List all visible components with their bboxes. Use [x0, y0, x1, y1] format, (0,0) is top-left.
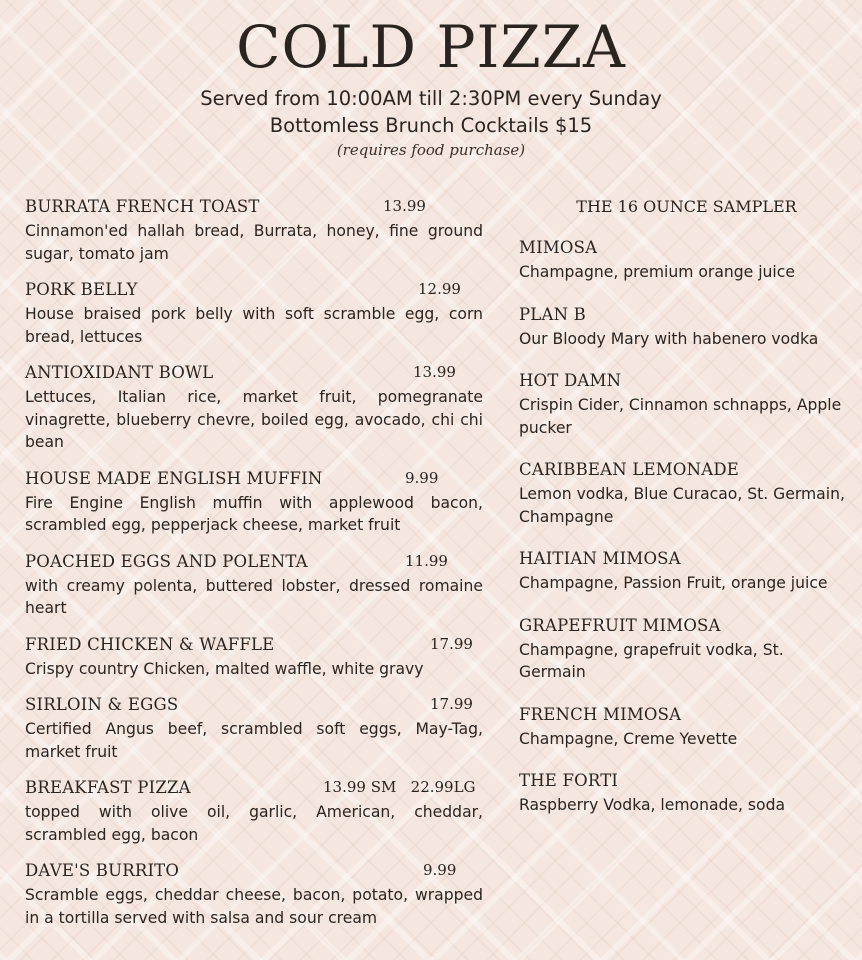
item-name: PORK BELLY: [25, 280, 138, 299]
drink-item: [519, 616, 854, 684]
drink-description: Champagne, grapefruit vodka, St. Germain: [519, 640, 784, 681]
drink-item: [519, 771, 854, 817]
drink-item: [519, 549, 854, 595]
item-name: SIRLOIN & EGGS: [25, 695, 179, 714]
menu-item: [25, 778, 483, 846]
drink-name: PLAN B: [519, 304, 586, 324]
drink-description: Raspberry Vodka, lemonade, soda: [519, 796, 786, 814]
menu-item: [25, 695, 483, 763]
item-name: HOUSE MADE ENGLISH MUFFIN: [25, 468, 323, 488]
drink-item: [519, 371, 854, 439]
item-price: 9.99: [405, 468, 439, 487]
item-name: FRIED CHICKEN & WAFFLE: [25, 634, 275, 654]
item-name: DAVE'S BURRITO: [25, 861, 180, 880]
item-description: with creamy polenta, buttered lobster, dressed romaine heart: [25, 576, 483, 617]
food-menu-column: [25, 197, 483, 944]
drink-item: [519, 238, 854, 284]
item-price: 13.99 SM 22.99LG: [323, 778, 476, 796]
drink-item: [519, 305, 854, 351]
menu-item: [25, 197, 483, 265]
item-description: Certified Angus beef, scrambled soft eggs, May-Tag, market fruit: [25, 720, 483, 761]
drink-name: FRENCH MIMOSA: [519, 704, 682, 724]
drink-name: HAITIAN MIMOSA: [519, 549, 681, 568]
drink-description: Champagne, premium orange juice: [519, 263, 795, 281]
drink-item: [519, 705, 854, 751]
drink-name: MIMOSA: [519, 238, 598, 257]
purchase-note: (requires food purchase): [336, 141, 526, 159]
menu-item: [25, 635, 483, 681]
item-price: 17.99: [430, 695, 473, 713]
item-description: Scramble eggs, cheddar cheese, bacon, potato, wrapped in a tortilla served with salsa and sour cream: [25, 886, 483, 927]
drink-description: Our Bloody Mary with habenero vodka: [519, 329, 819, 348]
drink-name: GRAPEFRUIT MIMOSA: [519, 615, 721, 635]
item-name: BREAKFAST PIZZA: [25, 778, 191, 797]
sampler-title: THE 16 OUNCE SAMPLER: [576, 197, 797, 216]
item-description: topped with olive oil, garlic, American, cheddar, scrambled egg, bacon: [25, 803, 483, 844]
item-name: BURRATA FRENCH TOAST: [25, 197, 260, 216]
menu-item: [25, 363, 483, 454]
item-price: 12.99: [418, 280, 461, 298]
menu-title: COLD PIZZA: [236, 13, 626, 81]
drink-name: THE FORTI: [519, 771, 619, 790]
drink-name: HOT DAMN: [519, 371, 622, 390]
item-price: 17.99: [430, 634, 473, 653]
menu-item: [25, 469, 483, 537]
drink-description: Crispin Cider, Cinnamon schnapps, Apple pucker: [519, 396, 842, 437]
drinks-column: [519, 197, 854, 838]
cocktails-line: Bottomless Brunch Cocktails $15: [269, 114, 593, 137]
menu-item: [25, 280, 483, 348]
drink-description: Lemon vodka, Blue Curacao, St. Germain, Champagne: [519, 485, 845, 526]
item-description: Lettuces, Italian rice, market fruit, pomegranate vinagrette, blueberry chevre, boiled egg, avocado, chi chi bean: [25, 388, 483, 451]
item-description: Cinnamon'ed hallah bread, Burrata, honey, fine ground sugar, tomato jam: [25, 222, 483, 263]
menu-item: [25, 552, 483, 620]
drink-description: Champagne, Passion Fruit, orange juice: [519, 574, 828, 592]
item-price: 13.99: [383, 197, 426, 215]
item-price: 13.99: [413, 363, 456, 381]
item-price: 9.99: [423, 861, 457, 879]
drink-description: Champagne, Creme Yevette: [519, 729, 738, 748]
menu-item: [25, 861, 483, 929]
item-price: 11.99: [405, 551, 448, 570]
hours-line: Served from 10:00AM till 2:30PM every Sunday: [200, 87, 662, 110]
item-description: House braised pork belly with soft scramble egg, corn bread, lettuces: [25, 305, 483, 346]
item-description: Fire Engine English muffin with applewood bacon, scrambled egg, pepperjack cheese, market fruit: [25, 493, 483, 534]
drink-name: CARIBBEAN LEMONADE: [519, 460, 740, 479]
drink-item: [519, 460, 854, 528]
item-name: POACHED EGGS AND POLENTA: [25, 551, 308, 571]
item-description: Crispy country Chicken, malted waffle, white gravy: [25, 659, 424, 678]
item-name: ANTIOXIDANT BOWL: [25, 363, 214, 382]
